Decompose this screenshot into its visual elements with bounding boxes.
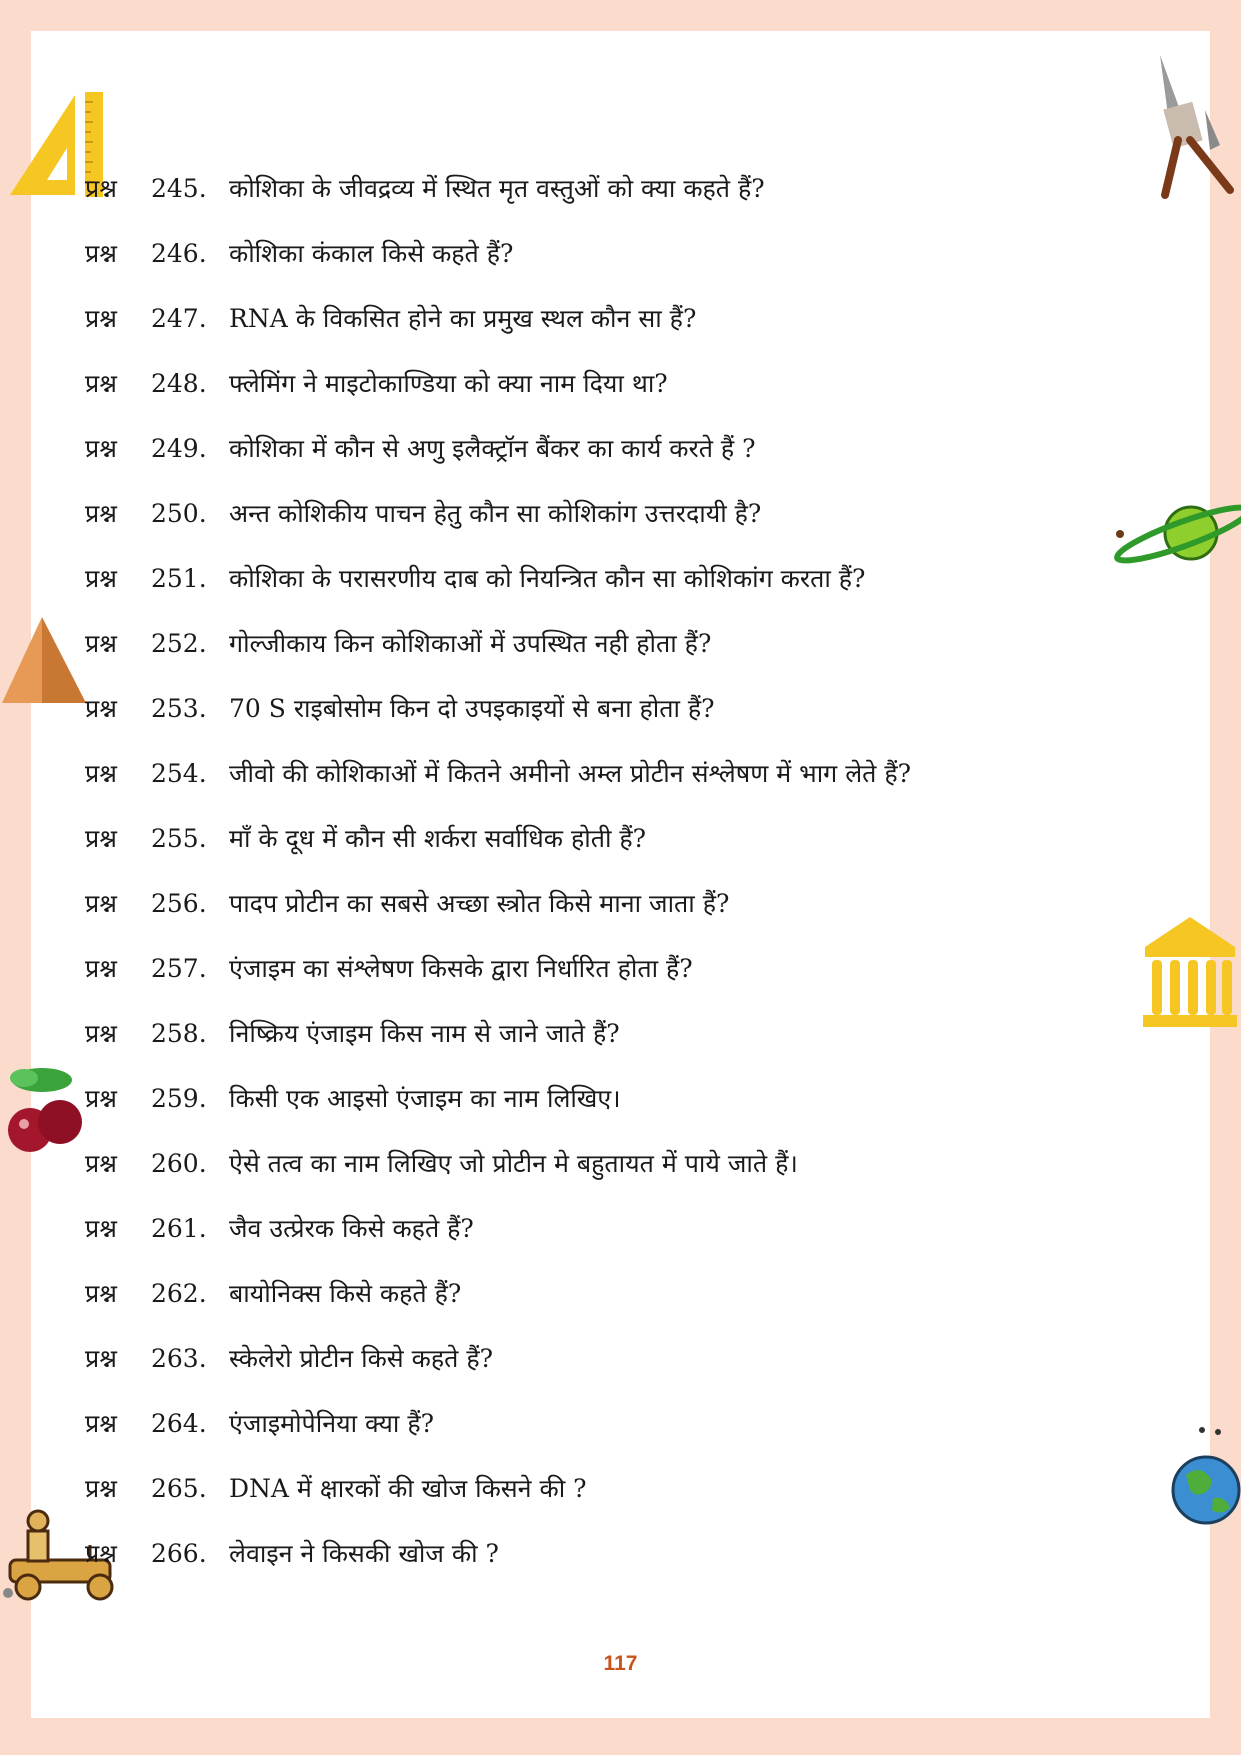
question-text: किसी एक आइसो एंजाइम का नाम लिखिए। [229, 1084, 621, 1113]
question-label: प्रश्न [85, 1084, 117, 1113]
question-text: स्केलेरो प्रोटीन किसे कहते हैं? [229, 1344, 493, 1373]
question-number: 245. [151, 174, 207, 203]
question-number: 265. [151, 1474, 207, 1503]
question-number: 248. [151, 369, 207, 398]
question-label: प्रश्न [85, 1019, 117, 1048]
question-number: 249. [151, 434, 207, 463]
question-label: प्रश्न [85, 629, 117, 658]
question-number: 254. [151, 759, 207, 788]
question-text: पादप प्रोटीन का सबसे अच्छा स्त्रोत किसे माना जाता हैं? [229, 889, 730, 918]
question-text: ऐसे तत्व का नाम लिखिए जो प्रोटीन मे बहुतायत में पाये जाते हैं। [229, 1149, 798, 1178]
question-number: 266. [151, 1539, 207, 1568]
question-number: 260. [151, 1149, 207, 1178]
question-label: प्रश्न [85, 889, 117, 918]
question-text: एंजाइमोपेनिया क्या हैं? [229, 1409, 434, 1438]
question-label: प्रश्न [85, 694, 117, 723]
question-label: प्रश्न [85, 954, 117, 983]
question-number: 257. [151, 954, 207, 983]
question-number: 250. [151, 499, 207, 528]
question-text: RNA के विकसित होने का प्रमुख स्थल कौन सा हैं? [229, 304, 697, 333]
question-text: 70 S राइबोसोम किन दो उपइकाइयों से बना होता हैं? [229, 694, 715, 723]
question-number: 253. [151, 694, 207, 723]
question-label: प्रश्न [85, 1539, 117, 1568]
question-text: लेवाइन ने किसकी खोज की ? [229, 1539, 499, 1568]
question-text: फ्लेमिंग ने माइटोकाण्डिया को क्या नाम दिया था? [229, 369, 668, 398]
question-number: 259. [151, 1084, 207, 1113]
pyramid-icon [0, 615, 90, 705]
question-text: अन्त कोशिकीय पाचन हेतु कौन सा कोशिकांग उत्तरदायी है? [229, 499, 762, 528]
question-text: DNA में क्षारकों की खोज किसने की ? [229, 1474, 587, 1503]
question-text: गोल्जीकाय किन कोशिकाओं में उपस्थित नही होता हैं? [229, 629, 712, 658]
question-number: 264. [151, 1409, 207, 1438]
question-text: कोशिका में कौन से अणु इलैक्ट्रॉन बैंकर का कार्य करते हैं ? [229, 434, 756, 463]
question-label: प्रश्न [85, 304, 117, 333]
tools-icon [1150, 50, 1240, 200]
question-number: 261. [151, 1214, 207, 1243]
question-text: कोशिका कंकाल किसे कहते हैं? [229, 239, 514, 268]
building-icon [1140, 912, 1241, 1030]
question-label: प्रश्न [85, 1149, 117, 1178]
question-label: प्रश्न [85, 499, 117, 528]
question-label: प्रश्न [85, 239, 117, 268]
page-number: 117 [603, 1652, 638, 1675]
question-text: माँ के दूध में कौन सी शर्करा सर्वाधिक होती हैं? [229, 824, 647, 853]
page [31, 31, 1210, 1718]
question-text: जीवो की कोशिकाओं में कितने अमीनो अम्ल प्रोटीन संश्लेषण में भाग लेते हैं? [229, 759, 912, 788]
question-text: कोशिका के परासरणीय दाब को नियन्त्रित कौन सा कोशिकांग करता हैं? [229, 564, 866, 593]
question-label: प्रश्न [85, 824, 117, 853]
question-number: 251. [151, 564, 207, 593]
question-text: कोशिका के जीवद्रव्य में स्थित मृत वस्तुओं को क्या कहते हैं? [229, 174, 765, 203]
question-number: 247. [151, 304, 207, 333]
question-number: 256. [151, 889, 207, 918]
question-label: प्रश्न [85, 759, 117, 788]
question-number: 258. [151, 1019, 207, 1048]
question-label: प्रश्न [85, 1344, 117, 1373]
question-number: 262. [151, 1279, 207, 1308]
question-text: निष्क्रिय एंजाइम किस नाम से जाने जाते हैं? [229, 1019, 620, 1048]
question-label: प्रश्न [85, 174, 117, 203]
question-label: प्रश्न [85, 1474, 117, 1503]
question-text: जैव उत्प्रेरक किसे कहते हैं? [229, 1214, 474, 1243]
question-label: प्रश्न [85, 1409, 117, 1438]
question-number: 263. [151, 1344, 207, 1373]
question-number: 252. [151, 629, 207, 658]
planet-icon [1108, 498, 1241, 568]
question-text: बायोनिक्स किसे कहते हैं? [229, 1279, 462, 1308]
cherries-icon [2, 1060, 92, 1170]
question-label: प्रश्न [85, 1214, 117, 1243]
question-label: प्रश्न [85, 369, 117, 398]
question-text: एंजाइम का संश्लेषण किसके द्वारा निर्धारित होता हैं? [229, 954, 693, 983]
question-number: 246. [151, 239, 207, 268]
question-label: प्रश्न [85, 1279, 117, 1308]
question-label: प्रश्न [85, 564, 117, 593]
question-label: प्रश्न [85, 434, 117, 463]
globe-icon [1168, 1420, 1241, 1530]
question-number: 255. [151, 824, 207, 853]
